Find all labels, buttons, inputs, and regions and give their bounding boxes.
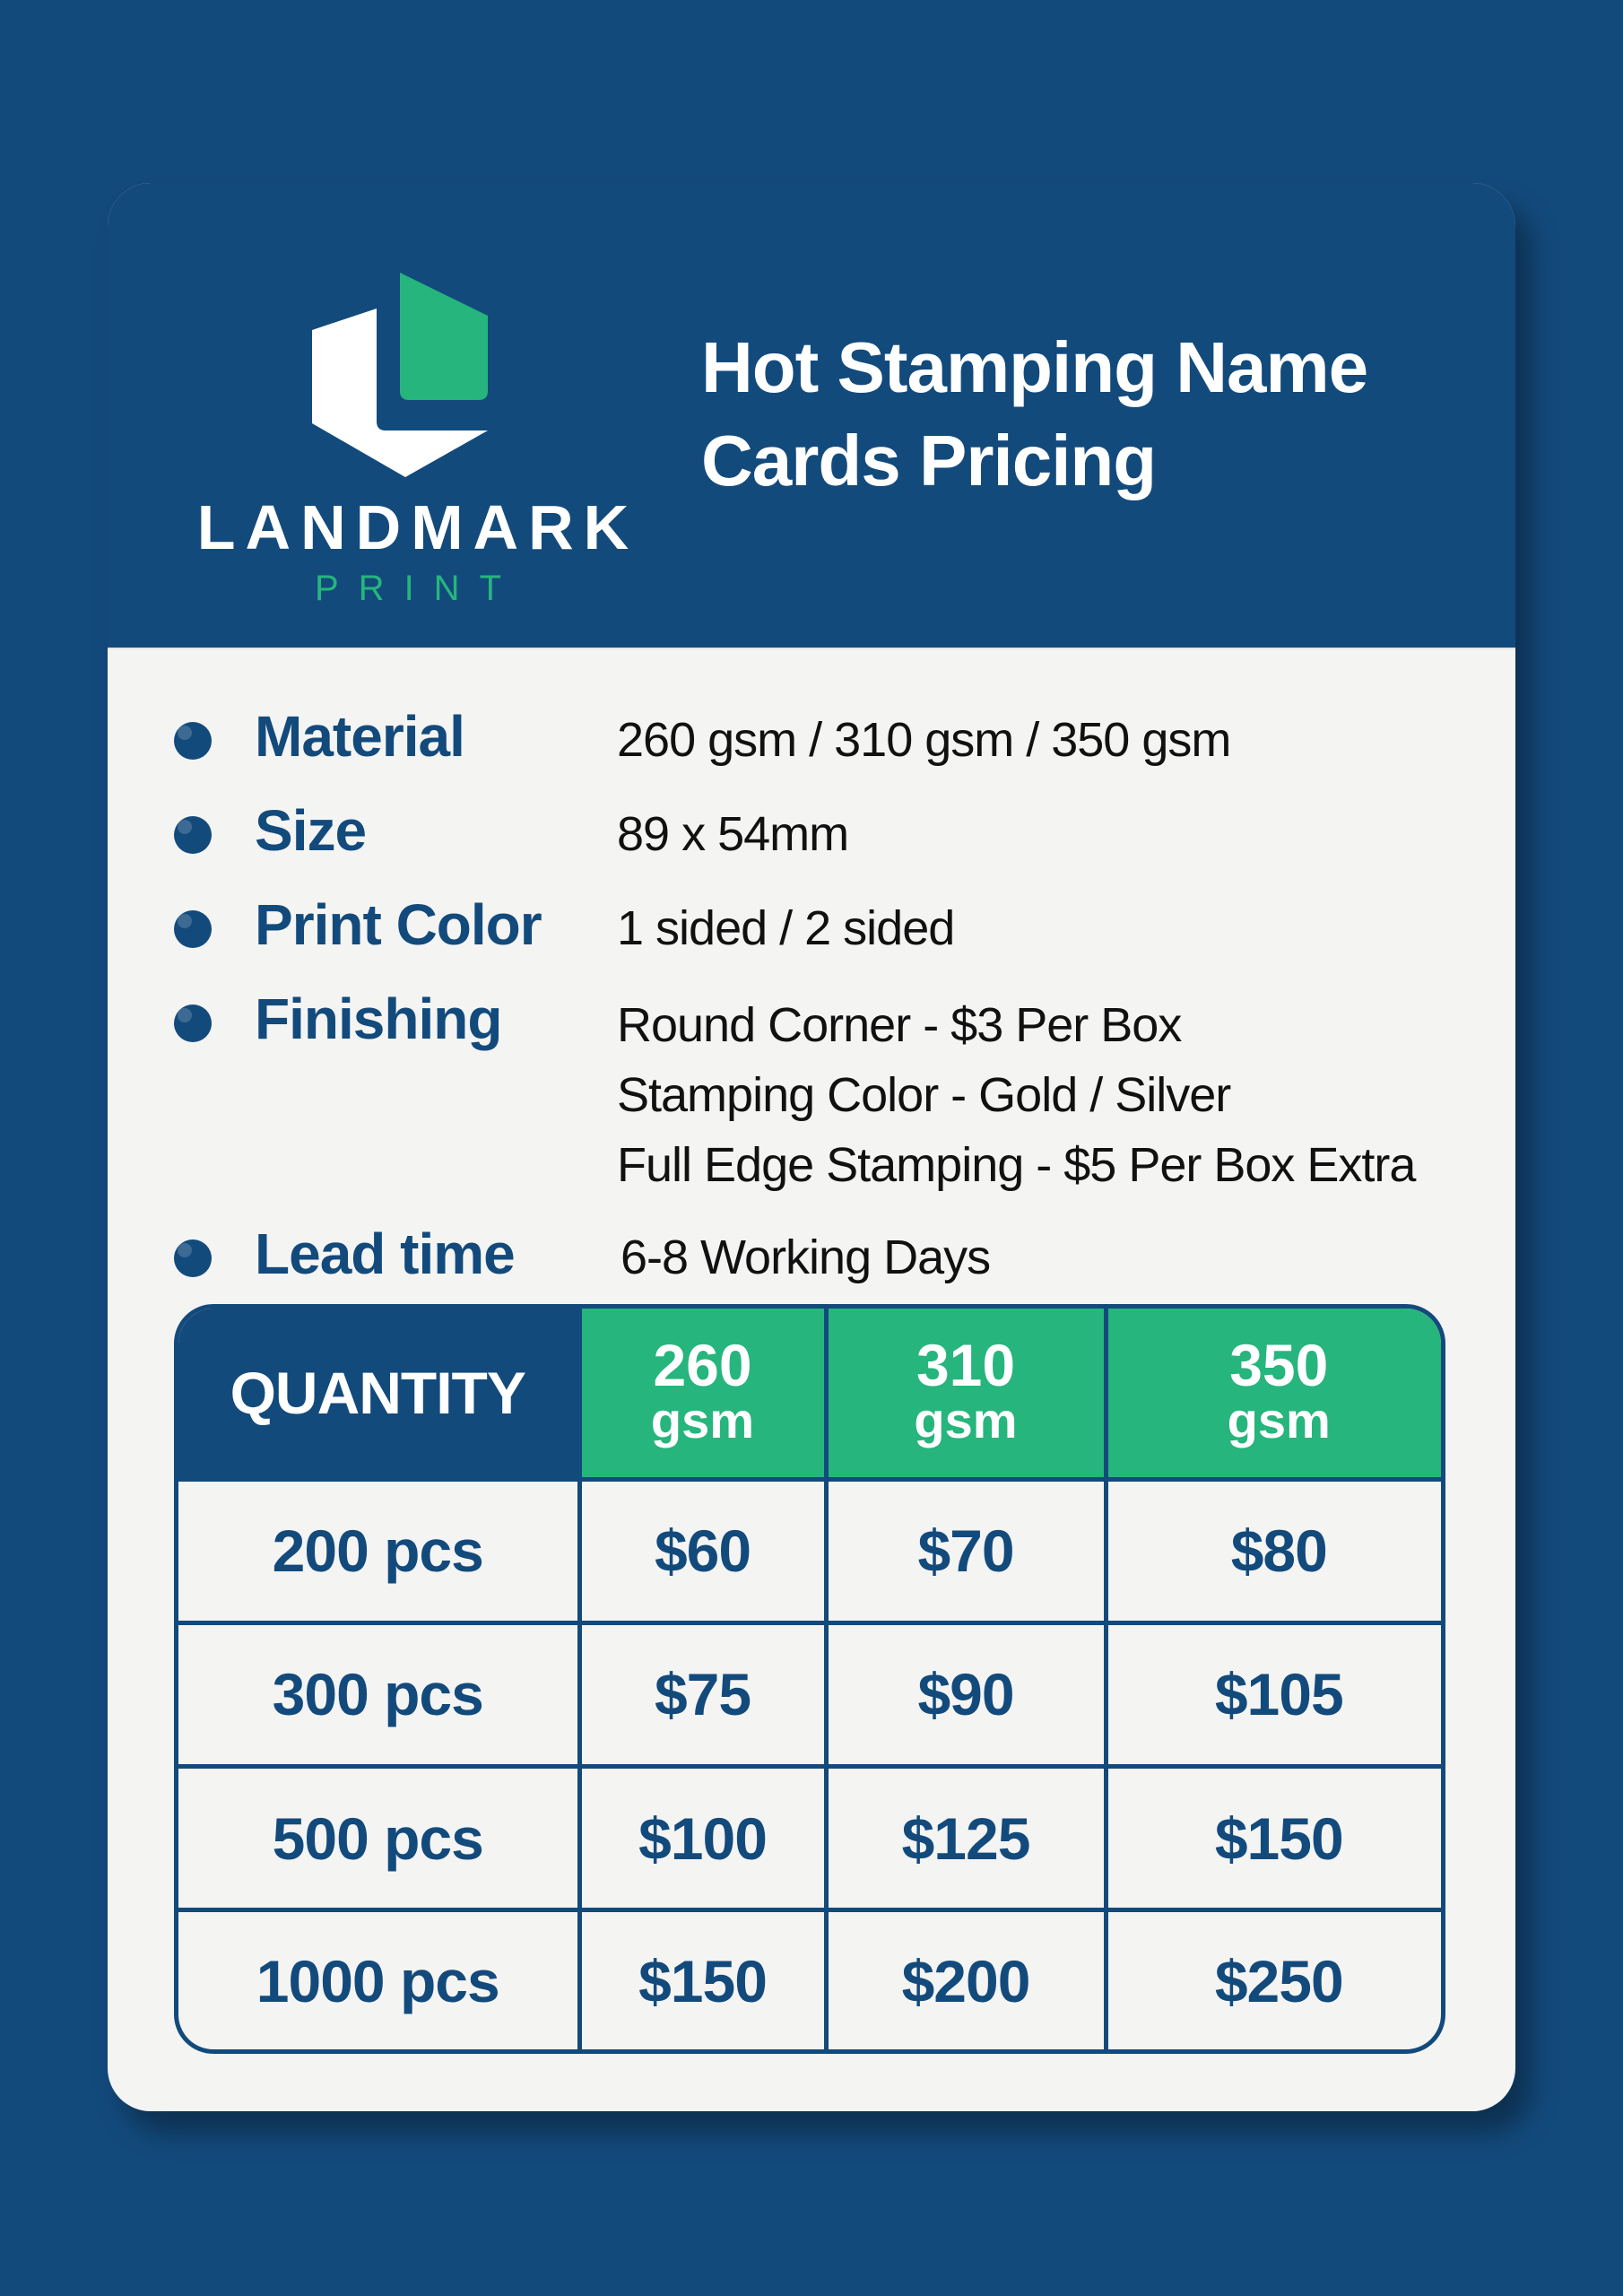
column-header-350 bbox=[1106, 1309, 1445, 1479]
spec-value-material: 260 gsm / 310 gsm / 350 gsm bbox=[617, 713, 1231, 767]
column-header-260 bbox=[579, 1309, 826, 1479]
bullet-icon bbox=[174, 1004, 212, 1042]
column-header-value: 310 bbox=[916, 1331, 1016, 1398]
spec-value-finishing-1: Round Corner - $3 Per Box bbox=[617, 998, 1182, 1052]
table-row bbox=[178, 1766, 1445, 1909]
quantity-cell: 1000 pcs bbox=[178, 1910, 579, 2049]
table-header-row bbox=[178, 1309, 1445, 1479]
column-header-unit: gsm bbox=[1227, 1391, 1331, 1448]
pricing-table bbox=[174, 1304, 1445, 2054]
column-header-unit: gsm bbox=[650, 1391, 755, 1448]
bullet-icon bbox=[174, 722, 212, 760]
brand-subtitle: PRINT bbox=[315, 569, 521, 608]
spec-value-finishing-3: Full Edge Stamping - $5 Per Box Extra bbox=[617, 1138, 1416, 1192]
spec-label-lead-time: Lead time bbox=[255, 1222, 515, 1286]
quantity-cell: 200 pcs bbox=[178, 1479, 579, 1622]
price-cell: $125 bbox=[826, 1766, 1106, 1909]
price-cell: $100 bbox=[579, 1766, 826, 1909]
column-header-unit: gsm bbox=[914, 1391, 1018, 1448]
price-cell: $105 bbox=[1106, 1622, 1445, 1766]
price-cell: $70 bbox=[826, 1479, 1106, 1622]
table-row bbox=[178, 1910, 1445, 2049]
table-row bbox=[178, 1622, 1445, 1766]
price-cell: $250 bbox=[1106, 1910, 1445, 2049]
price-cell: $60 bbox=[579, 1479, 826, 1622]
landmark-logo-icon bbox=[312, 273, 502, 481]
bullet-icon bbox=[174, 910, 212, 948]
price-cell: $150 bbox=[1106, 1766, 1445, 1909]
price-cell: $80 bbox=[1106, 1479, 1445, 1622]
quantity-cell: 500 pcs bbox=[178, 1766, 579, 1909]
price-cell: $150 bbox=[579, 1910, 826, 2049]
table-row bbox=[178, 1479, 1445, 1622]
page-title: Hot Stamping Name Cards Pricing bbox=[701, 327, 1368, 500]
card-header bbox=[108, 183, 1515, 649]
spec-label-size: Size bbox=[255, 798, 367, 863]
spec-value-finishing-2: Stamping Color - Gold / Silver bbox=[617, 1068, 1231, 1122]
spec-label-material: Material bbox=[255, 704, 464, 769]
pricing-card bbox=[108, 183, 1515, 2111]
spec-value-lead-time: 6-8 Working Days bbox=[621, 1231, 991, 1284]
column-header-value: 350 bbox=[1229, 1331, 1329, 1398]
column-header-value: 260 bbox=[653, 1331, 752, 1398]
spec-value-print-color: 1 sided / 2 sided bbox=[617, 901, 955, 955]
bullet-icon bbox=[174, 816, 212, 854]
brand-name: LANDMARK bbox=[196, 492, 639, 562]
spec-value-size: 89 x 54mm bbox=[617, 807, 849, 861]
quantity-cell: 300 pcs bbox=[178, 1622, 579, 1766]
spec-label-print-color: Print Color bbox=[255, 892, 542, 957]
price-cell: $75 bbox=[579, 1622, 826, 1766]
column-header-310 bbox=[826, 1309, 1106, 1479]
bullet-icon bbox=[174, 1239, 212, 1277]
price-cell: $200 bbox=[826, 1910, 1106, 2049]
spec-label-finishing: Finishing bbox=[255, 987, 502, 1051]
quantity-header: QUANTITY bbox=[178, 1309, 579, 1479]
price-cell: $90 bbox=[826, 1622, 1106, 1766]
